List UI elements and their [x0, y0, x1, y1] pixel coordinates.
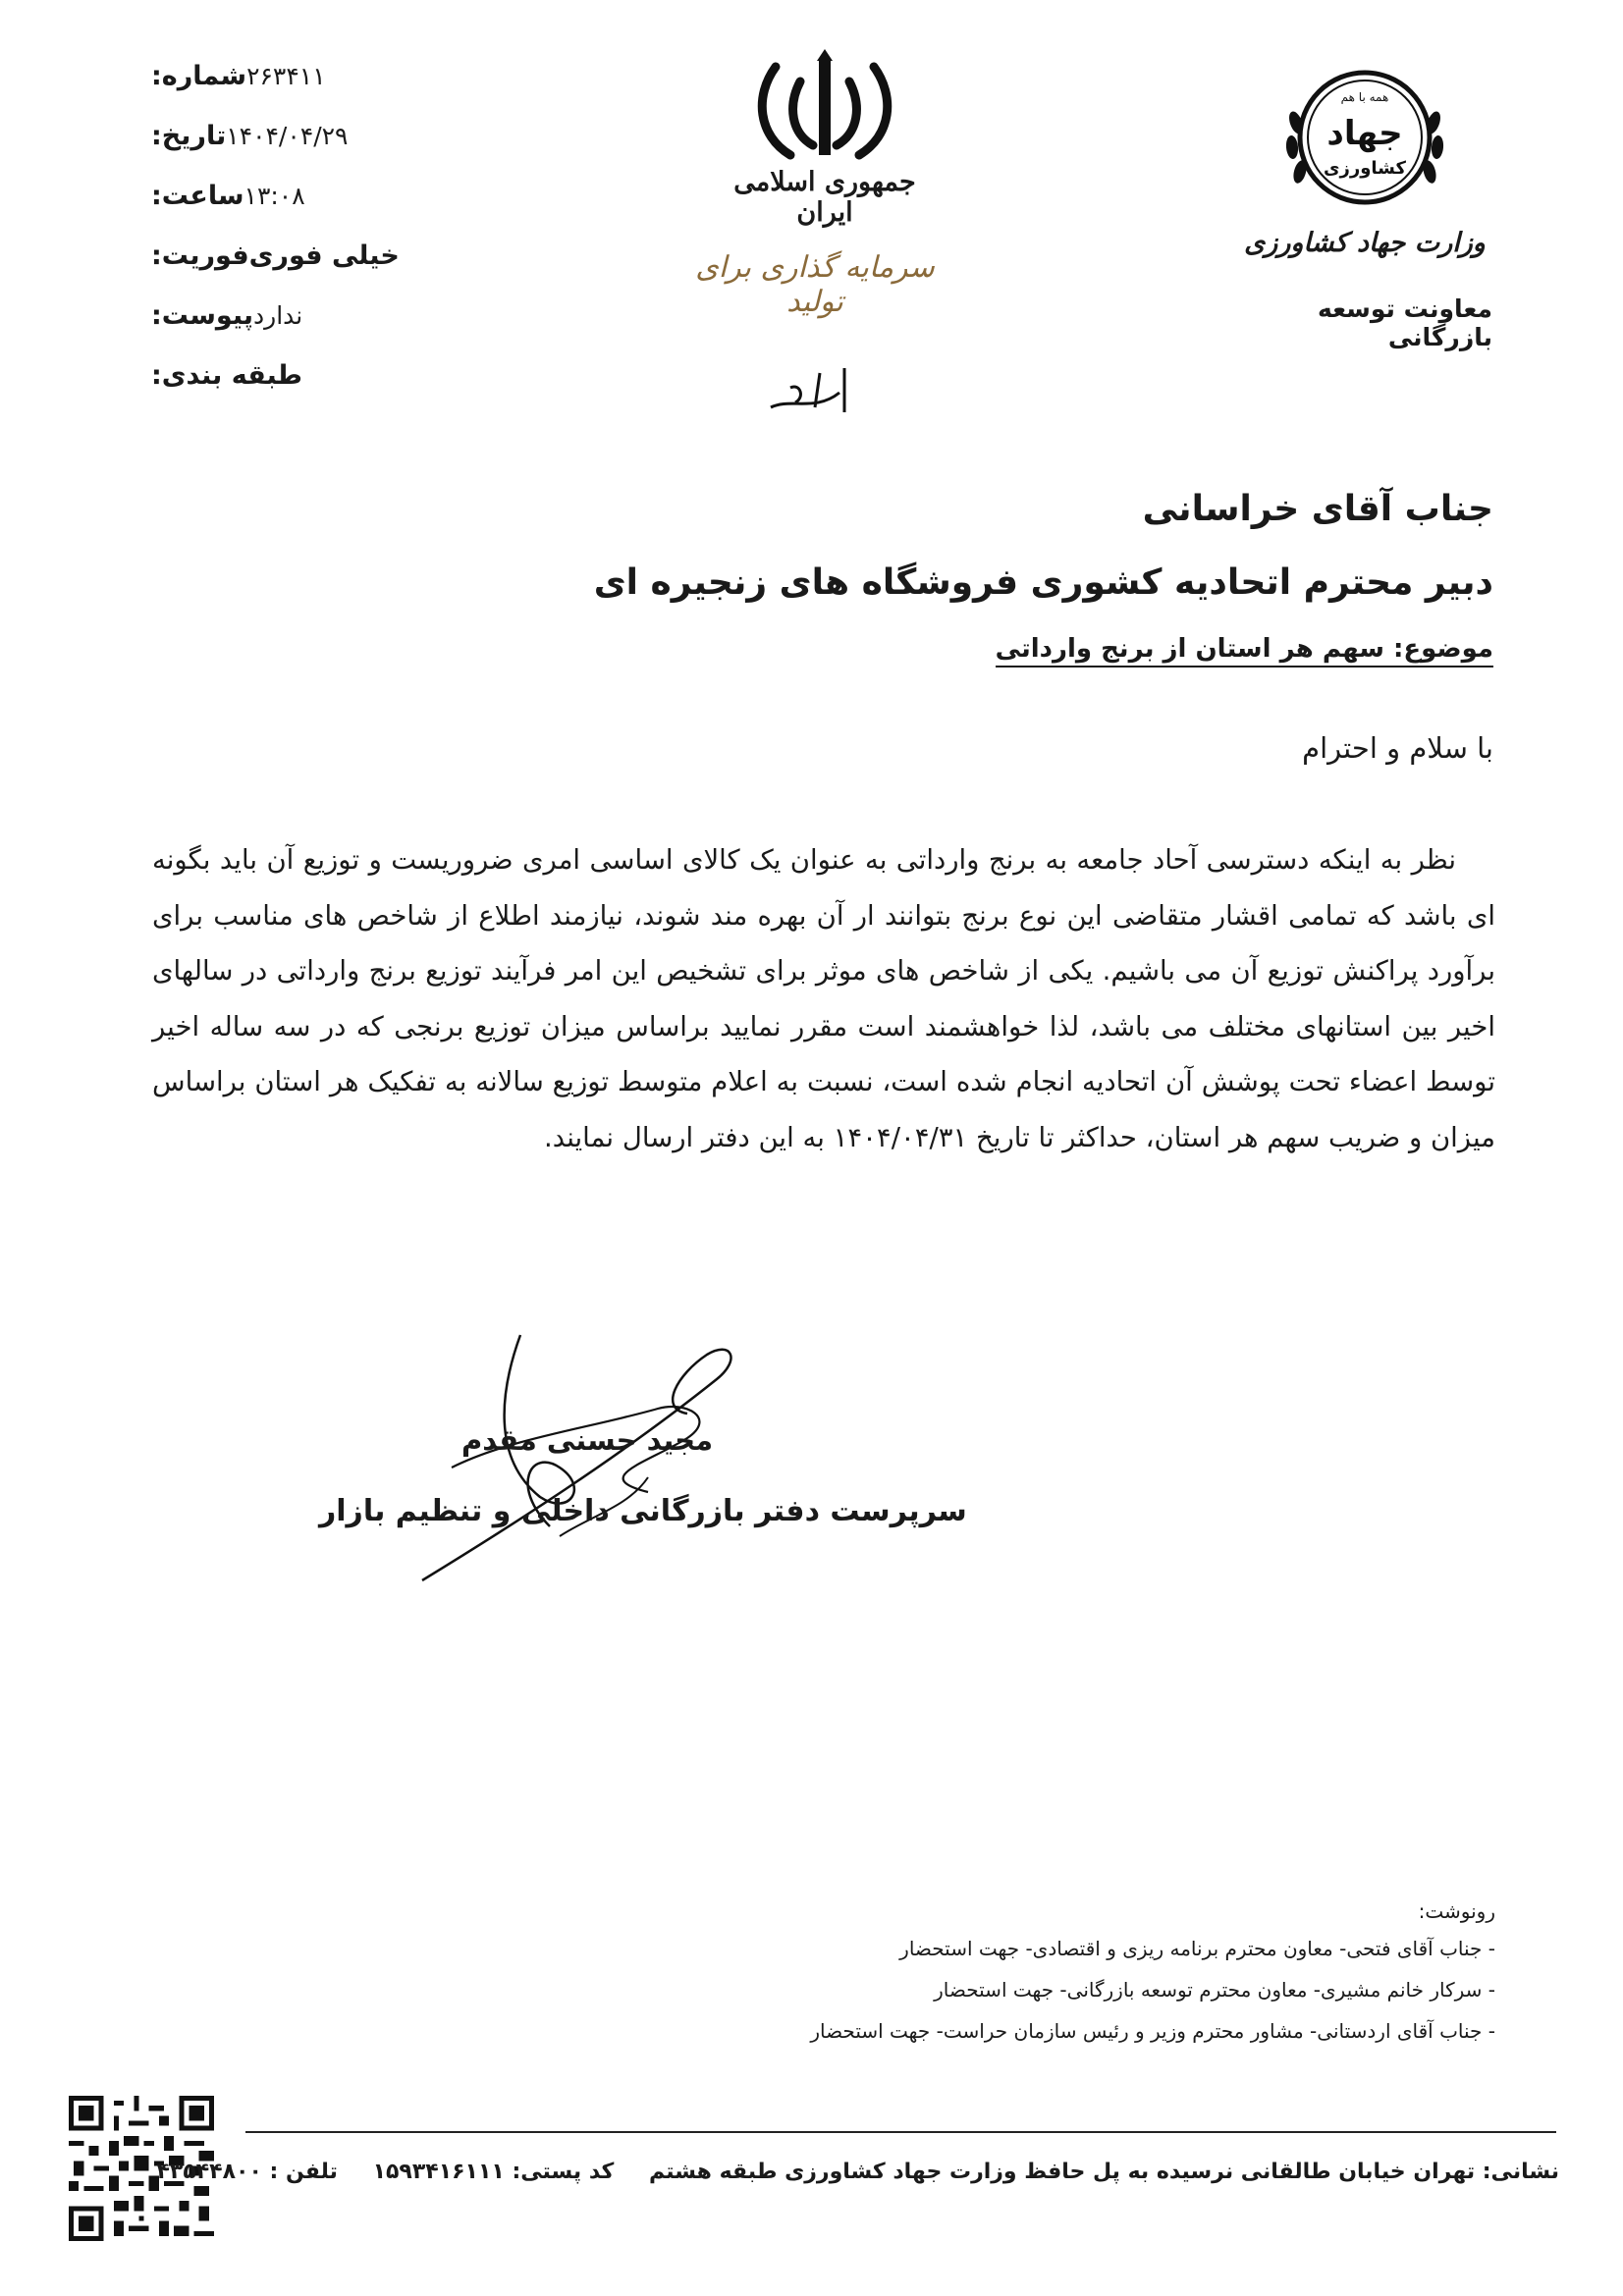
meta-classification-label: طبقه بندی:: [151, 360, 302, 391]
iran-emblem-icon: [746, 47, 903, 165]
meta-number-label: شماره:: [151, 61, 247, 91]
meta-urgency: [137, 240, 403, 300]
meta-urgency-label: فوریت:: [151, 240, 249, 271]
logo-text-top: همه با هم: [1340, 90, 1389, 104]
footer-address: نشانی: تهران خیابان طالقانی نرسیده به پل حافظ وزارت جهاد کشاورزی طبقه هشتم: [649, 2160, 1559, 2184]
ministry-caption: وزارت جهاد کشاورزی: [1244, 228, 1486, 258]
meta-date: [137, 121, 403, 181]
meta-attachment-value: ندارد: [253, 301, 303, 330]
recipient-name: جناب آقای خراسانی: [1142, 489, 1493, 529]
letter-meta: [137, 61, 403, 420]
emblem-caption: جمهوری اسلامی ایران: [733, 167, 916, 228]
cc-title: رونوشت:: [1418, 1899, 1495, 1923]
footer-divider: [245, 2131, 1556, 2133]
cc-list: [710, 1899, 1495, 2060]
letter-body-paragraph: نظر به اینکه دسترسی آحاد جامعه به برنج وارداتی به عنوان یک کالای اساسی امری ضروریست و توزیع آن باید بگونه ای باشد که تمامی اقشار متقاضی این نوع برنج بتوانند ار آن بهره مند شوند، نیازمند اطلاع از شاخص های مناسب برای برآورد پراکنش توزیع آن می باشیم. یکی از شاخص های موثر برای تشخیص این امر فرآیند توزیع برنج وارداتی در سالهای اخیر بین استانهای مختلف می باشد، لذا خواهشمند است مقرر نمایید براساس میزان توزیع برنجی که در سه ساله اخیر توسط اعضاء تحت پوشش آن اتحادیه انجام شده است، نسبت به اعلام متوسط توزیع سالانه به تفکیک هر استان براساس میزان و ضریب سهم هر استان، حداکثر تا تاریخ ۱۴۰۴/۰۴/۳۱ به این دفتر ارسال نمایند.: [152, 844, 1495, 1153]
meta-number-value: ۲۶۳۴۱۱: [246, 62, 326, 90]
ministry-logo-icon: [1267, 54, 1463, 221]
meta-time-value: ۱۳:۰۸: [243, 182, 305, 210]
meta-time: [137, 181, 403, 240]
meta-date-value: ۱۴۰۴/۰۴/۲۹: [226, 122, 349, 150]
handwritten-signature-icon: [393, 1330, 805, 1595]
logo-text-main: جهاد: [1326, 114, 1403, 153]
letter-body: [152, 832, 1495, 1165]
signer-title: سرپرست دفتر بازرگانی داخلی و تنظیم بازار: [319, 1494, 967, 1528]
meta-number: [137, 61, 403, 121]
slogan: سرمایه گذاری برای تولید: [695, 250, 935, 319]
meta-classification: [137, 360, 403, 420]
recipient-title: دبیر محترم اتحادیه کشوری فروشگاه های زنجیره ای: [593, 562, 1493, 603]
footer-postal-code: کد پستی: ۱۵۹۳۴۱۶۱۱۱: [372, 2160, 615, 2184]
meta-attachment-label: پیوست:: [151, 300, 254, 331]
bismillah-calligraphy-icon: [761, 358, 869, 427]
meta-urgency-value: خیلی فوری: [248, 240, 400, 271]
footer-contact: [129, 2160, 1559, 2184]
signer-name: مجید حسنی مقدم: [461, 1423, 714, 1457]
letter-subject: موضوع: سهم هر استان از برنج وارداتی: [996, 634, 1493, 667]
meta-attachment: [137, 300, 403, 360]
logo-text-sub: کشاورزی: [1324, 158, 1406, 179]
meta-time-label: ساعت:: [151, 181, 244, 211]
cc-item: - جناب آقای فتحی- معاون محترم برنامه ریزی و اقتصادی- جهت استحضار: [899, 1937, 1495, 1960]
meta-date-label: تاریخ:: [151, 121, 227, 151]
cc-item: - سرکار خانم مشیری- معاون محترم توسعه بازرگانی- جهت استحضار: [934, 1978, 1495, 2002]
footer-phone: تلفن : ۴۳۵۴۴۸۰۰: [156, 2160, 338, 2184]
deputy-name: معاونت توسعه بازرگانی: [1318, 294, 1492, 351]
cc-item: - جناب آقای اردستانی- مشاور محترم وزیر و رئیس سازمان حراست- جهت استحضار: [810, 2019, 1495, 2043]
greeting: با سلام و احترام: [1302, 731, 1493, 765]
